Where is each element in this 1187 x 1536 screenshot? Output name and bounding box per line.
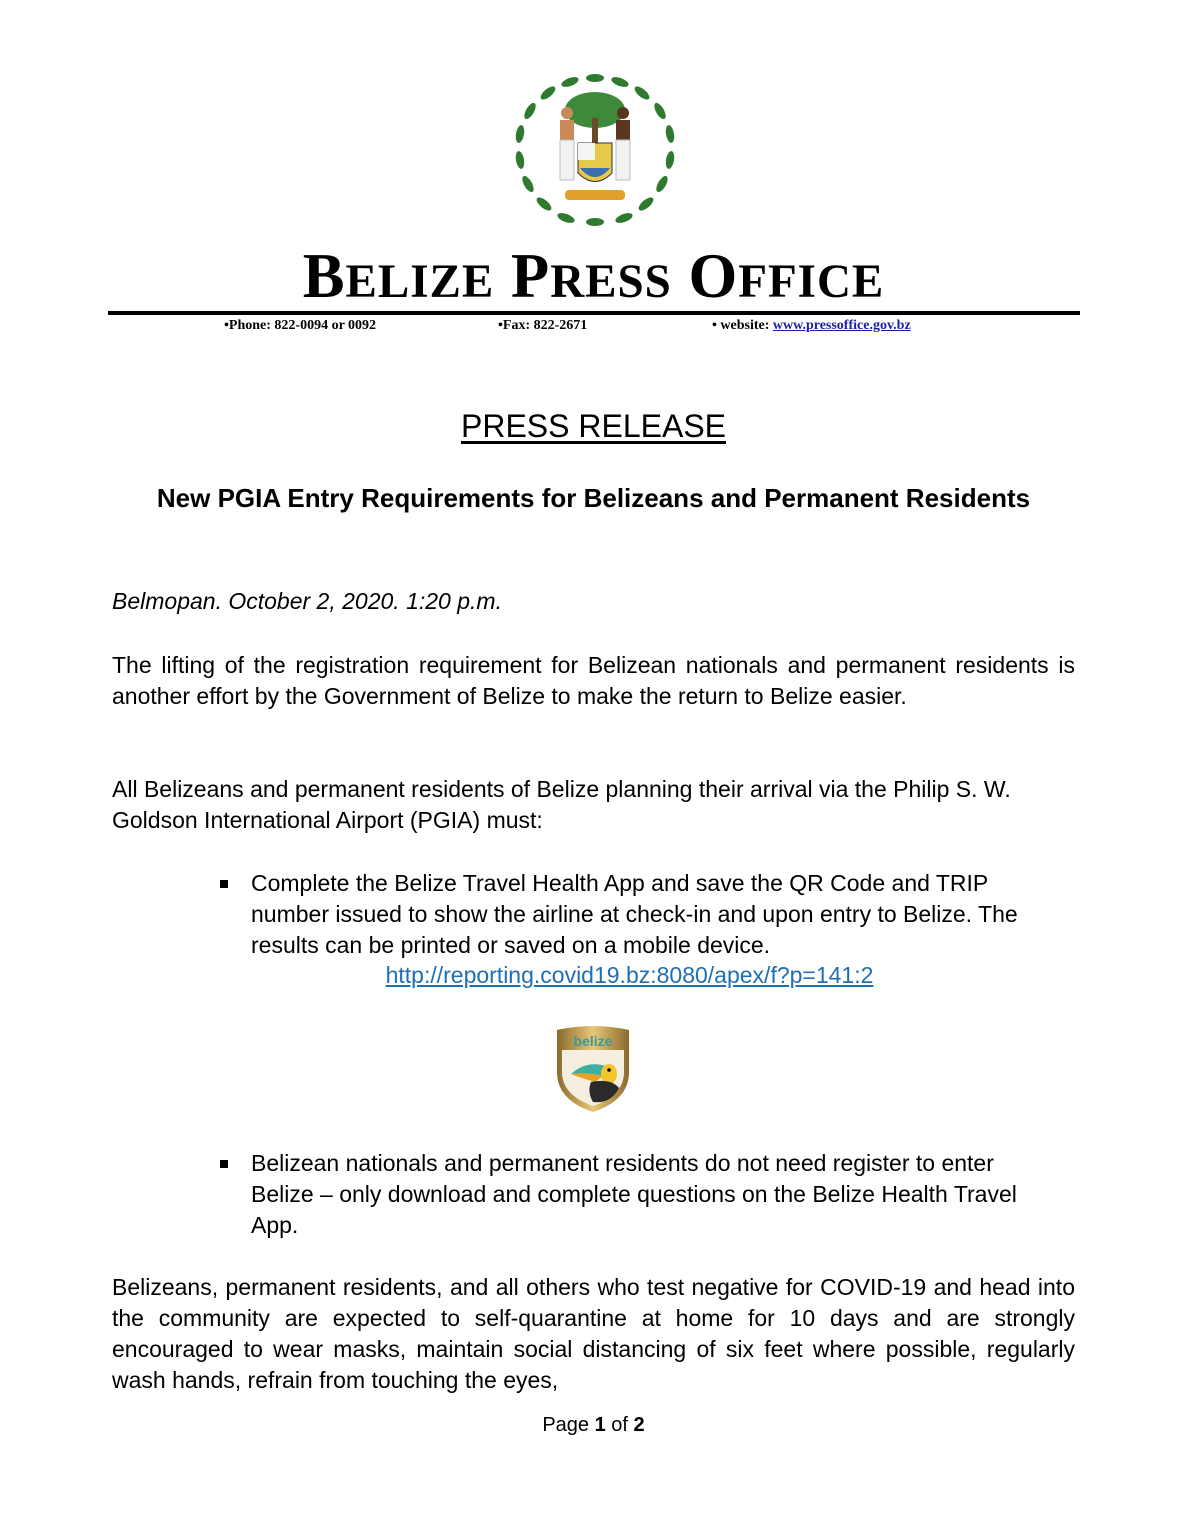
requirement-text: Belizean nationals and permanent residents do not need register to enter Belize – only download and complete questions on the Belize Health Travel App.: [251, 1150, 1017, 1238]
belize-health-app-logo: [551, 1022, 635, 1114]
page-number-footer: [0, 1414, 1187, 1437]
body-paragraph: All Belizeans and permanent residents of Belize planning their arrival via the Philip S. W. Goldson International Airport (PGIA) must:: [112, 776, 1011, 833]
body-paragraph: Belizeans, permanent residents, and all others who test negative for COVID-19 and head into the community are expected to self-quarantine at home for 10 days and are strongly encouraged to wear masks, maintain social distancing of six feet where possible, regularly wash hands, refrain from touching the eyes,: [112, 1274, 1075, 1393]
letterhead-org-name: [12, 236, 1175, 322]
press-release-headline: New PGIA Entry Requirements for Belizeans and Permanent Residents: [156, 483, 1031, 513]
page-prefix: Page: [542, 1414, 595, 1436]
org-name-word: BELIZE: [302, 240, 495, 311]
document-type-heading: PRESS RELEASE: [461, 408, 726, 444]
page-of: of: [605, 1414, 634, 1436]
requirement-list-item: [220, 1148, 1060, 1248]
page-current: 1: [594, 1414, 606, 1436]
page-total: 2: [633, 1414, 645, 1436]
svg-text:belize: belize: [573, 1033, 613, 1049]
org-name-word: PRESS: [510, 240, 672, 311]
contact-phone: •Phone: 822-0094 or 0092: [224, 318, 377, 333]
website-link[interactable]: www.pressoffice.gov.bz: [772, 318, 911, 333]
body-paragraph: The lifting of the registration requirement for Belizean nationals and permanent residents is another effort by the Government of Belize to make the return to Belize easier.: [112, 652, 1075, 709]
square-bullet-icon: [220, 1160, 228, 1168]
requirement-text: Complete the Belize Travel Health App and save the QR Code and TRIP number issued to show the airline at check-in and upon entry to Belize. The results can be printed or saved on a mobile device.: [251, 870, 1018, 958]
dateline: Belmopan. October 2, 2020. 1:20 p.m.: [112, 588, 502, 614]
letterhead-divider: [108, 311, 1080, 315]
app-link-container: [251, 962, 1008, 989]
belize-coat-of-arms-seal: [510, 68, 680, 230]
org-name-word: OFFICE: [688, 240, 885, 311]
square-bullet-icon: [220, 880, 228, 888]
travel-health-app-link[interactable]: http://reporting.covid19.bz:8080/apex/f?p=141:2: [385, 962, 874, 988]
contact-fax: •Fax: 822-2671: [498, 318, 588, 333]
contact-website: [712, 318, 911, 334]
website-label: • website:: [712, 318, 773, 333]
